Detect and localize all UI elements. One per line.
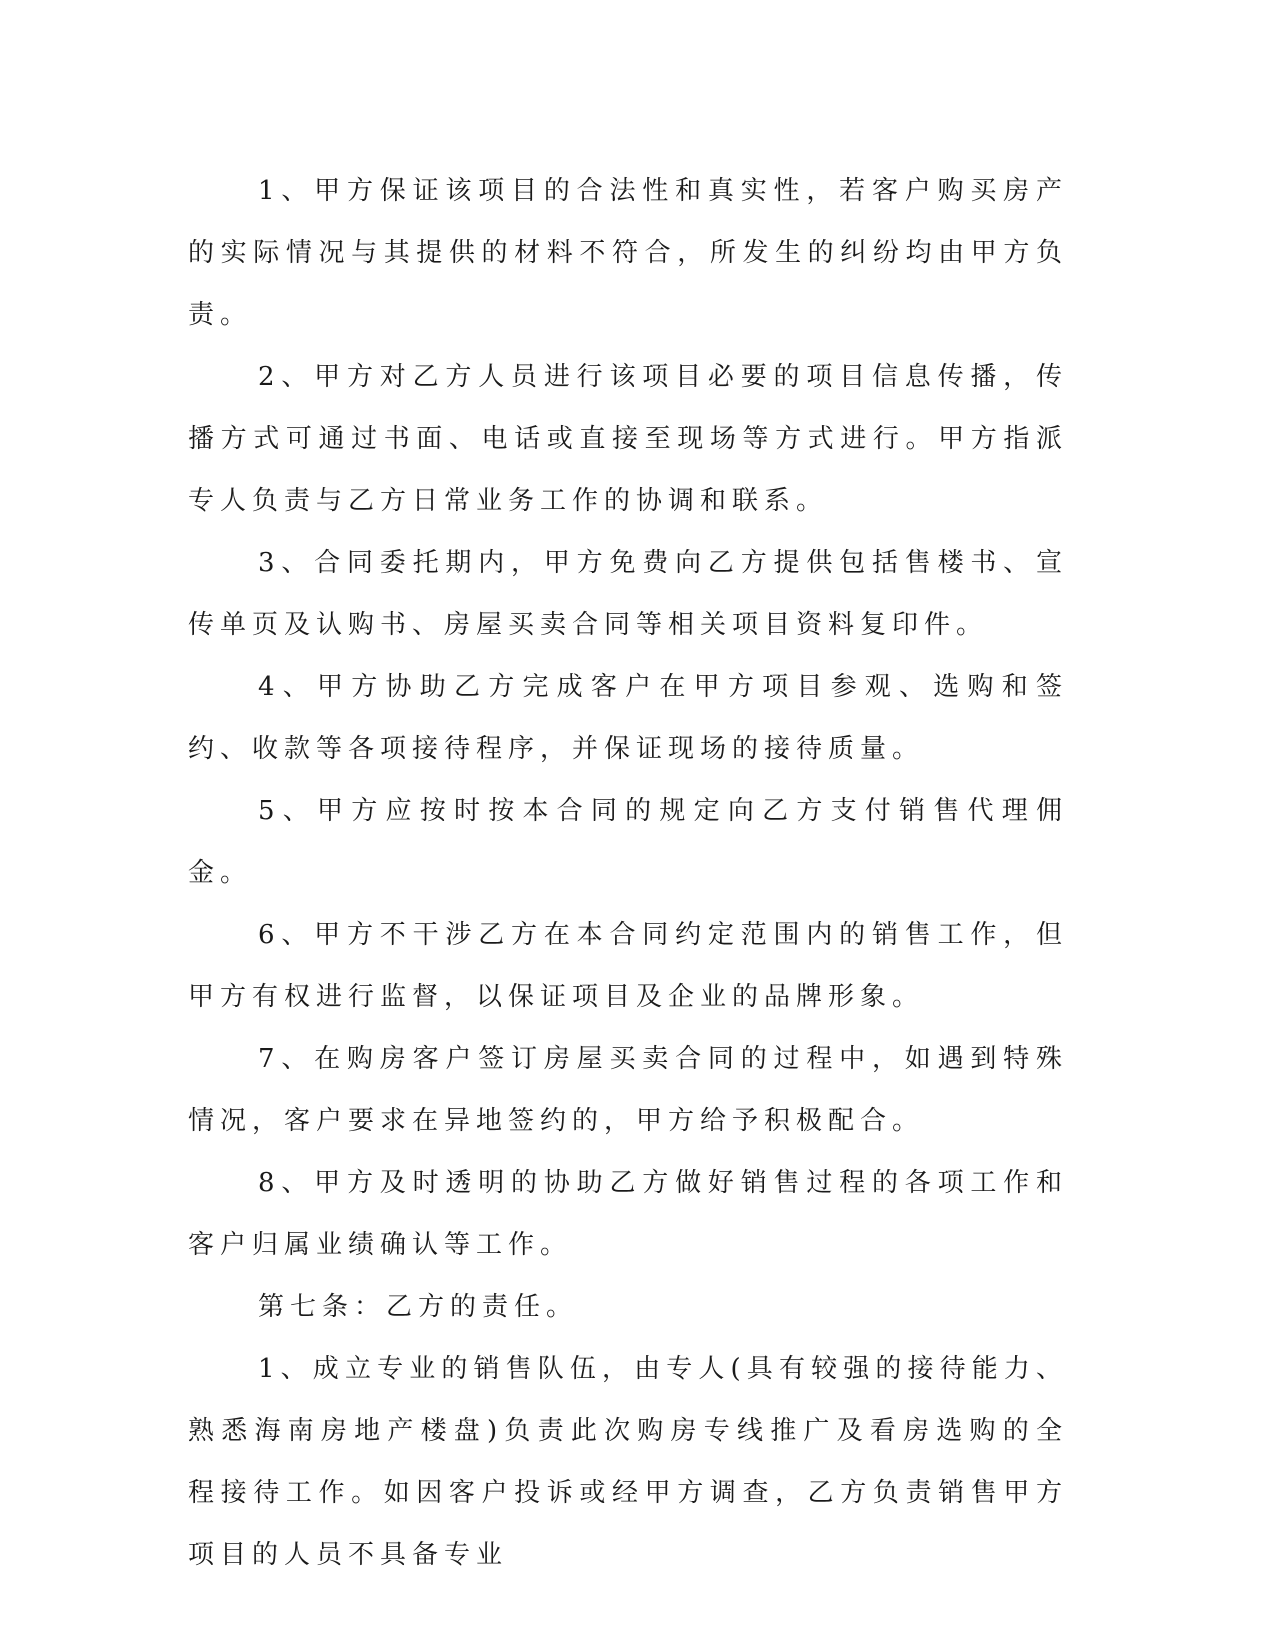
paragraph-clause-3: 3、合同委托期内，甲方免费向乙方提供包括售楼书、宣传单页及认购书、房屋买卖合同等相关项目资料复印件。 xyxy=(188,548,1068,640)
paragraph-clause-1: 1、甲方保证该项目的合法性和真实性，若客户购买房产的实际情况与其提供的材料不符合，所发生的纠纷均由甲方负责。 xyxy=(188,176,1068,330)
section-heading-article-7: 第七条：乙方的责任。 xyxy=(258,1292,579,1322)
paragraph-clause-6: 6、甲方不干涉乙方在本合同约定范围内的销售工作，但甲方有权进行监督，以保证项目及企业的品牌形象。 xyxy=(188,920,1068,1012)
paragraph-clause-2: 2、甲方对乙方人员进行该项目必要的项目信息传播，传播方式可通过书面、电话或直接至现场等方式进行。甲方指派专人负责与乙方日常业务工作的协调和联系。 xyxy=(188,362,1068,516)
paragraph-clause-4: 4、甲方协助乙方完成客户在甲方项目参观、选购和签约、收款等各项接待程序，并保证现场的接待质量。 xyxy=(188,672,1068,764)
paragraph-clause-7: 7、在购房客户签订房屋买卖合同的过程中，如遇到特殊情况，客户要求在异地签约的，甲方给予积极配合。 xyxy=(188,1044,1068,1136)
paragraph-party-b-clause-1: 1、成立专业的销售队伍，由专人(具有较强的接待能力、熟悉海南房地产楼盘)负责此次购房专线推广及看房选购的全程接待工作。如因客户投诉或经甲方调查，乙方负责销售甲方项目的人员不具备专业 xyxy=(188,1354,1068,1570)
document-body xyxy=(188,160,1068,1586)
paragraph-clause-8: 8、甲方及时透明的协助乙方做好销售过程的各项工作和客户归属业绩确认等工作。 xyxy=(188,1168,1068,1260)
paragraph-clause-5: 5、甲方应按时按本合同的规定向乙方支付销售代理佣金。 xyxy=(188,796,1068,888)
